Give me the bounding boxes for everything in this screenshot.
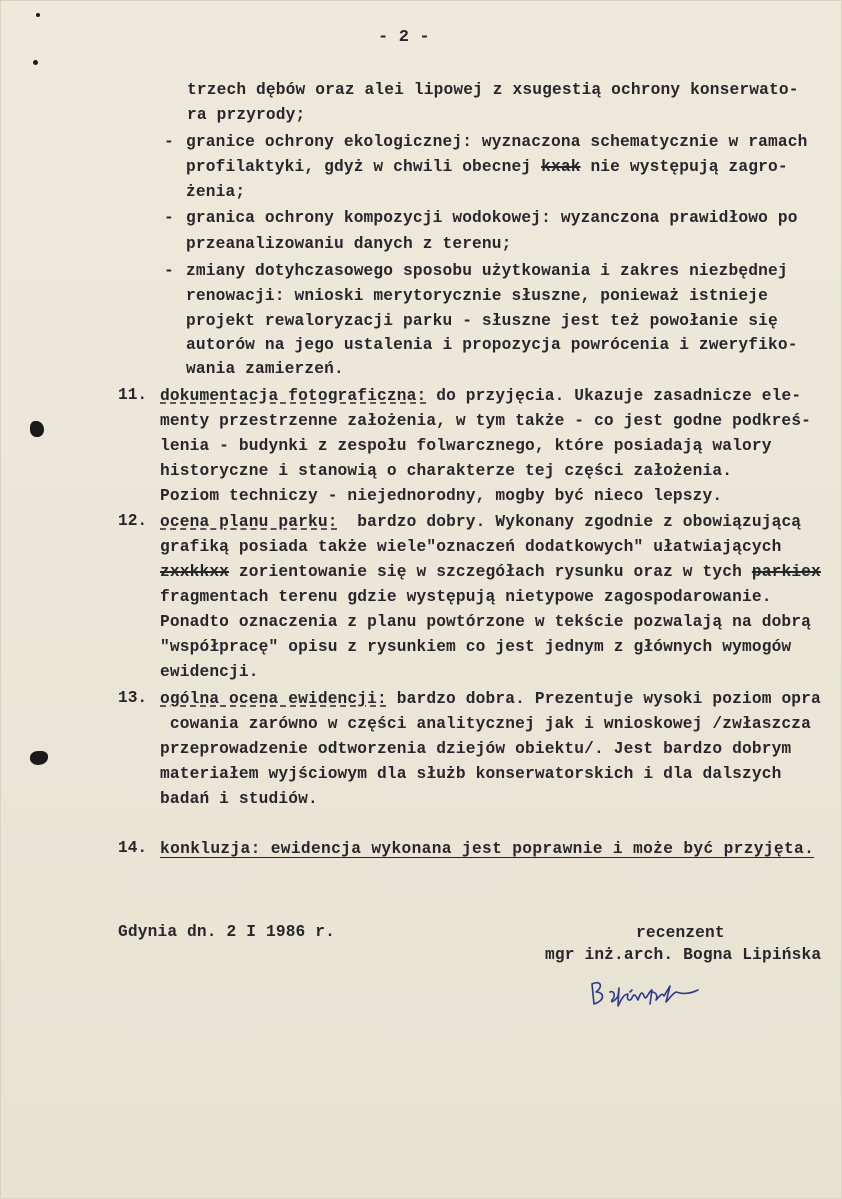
reviewer-role: recenzent: [636, 924, 725, 942]
text-fragment: nie występują zagro-: [580, 158, 788, 176]
bullet-line: projekt rewaloryzacji parku - słuszne jest też powołanie się: [186, 312, 778, 330]
punch-hole-mark: [30, 421, 44, 437]
bullet-line: autorów na jego ustalenia i propozycja powrócenia i zweryfiko-: [186, 336, 798, 354]
item-first-line: [160, 512, 801, 532]
item-line: cowania zarówno w części analitycznej jak i wnioskowej /zwłaszcza: [160, 715, 812, 733]
item-text: do przyjęcia. Ukazuje zasadnicze ele-: [426, 387, 802, 405]
signature-stroke: [592, 983, 698, 1006]
item-line: [160, 562, 821, 582]
reviewer-name: mgr inż.arch. Bogna Lipińska: [545, 946, 822, 964]
intro-line: ra przyrody;: [187, 106, 306, 124]
item-line: "współpracę" opisu z rysunkiem co jest jednym z głównych wymogów: [160, 638, 792, 656]
bullet-line: granica ochrony kompozycji wodokowej: wyzanczona prawidłowo po: [186, 209, 798, 227]
bullet-line: [186, 157, 788, 177]
item-line: grafiką posiada także wiele"oznaczeń dodatkowych" ułatwiających: [160, 538, 782, 556]
intro-line: trzech dębów oraz alei lipowej z xsugestią ochrony konserwato-: [187, 81, 799, 99]
item-line: przeprowadzenie odtworzenia dziejów obiektu/. Jest bardzo dobrym: [160, 740, 792, 758]
bullet-symbol: -: [164, 133, 174, 151]
struck-text: zxxkkxx: [160, 563, 230, 581]
bullet-symbol: -: [164, 209, 174, 227]
item-heading: dokumentacja fotograficzna:: [160, 387, 427, 405]
bullet-line: granice ochrony ekologicznej: wyznaczona schematycznie w ramach: [186, 133, 808, 151]
bullet-line: żenia;: [186, 183, 246, 201]
item-line: Ponadto oznaczenia z planu powtórzone w tekście pozwalają na dobrą: [160, 613, 812, 631]
struck-text: kxak: [541, 158, 581, 176]
item-heading: ogólna ocena ewidencji:: [160, 690, 387, 708]
item-line: badań i studiów.: [160, 790, 318, 808]
item-number: 13.: [118, 689, 148, 707]
item-line: fragmentach terenu gdzie występują nietypowe zagospodarowanie.: [160, 588, 772, 606]
bullet-line: zmiany dotyhczasowego sposobu użytkowania i zakres niezbędnej: [186, 262, 788, 280]
item-heading: ocena planu parku:: [160, 513, 338, 531]
place-date: Gdynia dn. 2 I 1986 r.: [118, 923, 336, 941]
bullet-line: przeanalizowaniu danych z terenu;: [186, 235, 512, 253]
text-fragment: profilaktyki, gdyż w chwili obecnej: [186, 158, 542, 176]
item-line: menty przestrzenne założenia, w tym także - co jest godne podkreś-: [160, 412, 812, 430]
bullet-line: wania zamierzeń.: [186, 360, 344, 378]
page-number: - 2 -: [378, 28, 430, 47]
item-line: Poziom techniczy - niejednorodny, mogby być nieco lepszy.: [160, 487, 723, 505]
punch-hole-mark: [30, 751, 48, 765]
item-number: 11.: [118, 386, 148, 404]
conclusion-text: konkluzja: ewidencja wykonana jest poprawnie i może być przyjęta.: [160, 840, 815, 858]
signature: [586, 970, 716, 1020]
item-text: zorientowanie się w szczegółach rysunku oraz w tych: [229, 563, 752, 581]
margin-speck: [33, 60, 38, 65]
item-line: historyczne i stanowią o charakterze tej części założenia.: [160, 462, 733, 480]
struck-text: parkiex: [751, 563, 821, 581]
item-text: bardzo dobry. Wykonany zgodnie z obowiązującą: [337, 513, 802, 531]
item-first-line: [160, 386, 801, 406]
item-number: 14.: [118, 839, 148, 857]
item-line: materiałem wyjściowym dla służb konserwatorskich i dla dalszych: [160, 765, 782, 783]
bullet-symbol: -: [164, 262, 174, 280]
item-line: ewidencji.: [160, 663, 259, 681]
item-first-line: [160, 689, 821, 709]
item-line: lenia - budynki z zespołu folwarcznego, które posiadają walory: [160, 437, 772, 455]
margin-speck: [36, 13, 40, 17]
bullet-line: renowacji: wnioski merytorycznie słuszne, ponieważ istnieje: [186, 287, 768, 305]
item-number: 12.: [118, 512, 148, 530]
item-text: bardzo dobra. Prezentuje wysoki poziom opra: [386, 690, 821, 708]
